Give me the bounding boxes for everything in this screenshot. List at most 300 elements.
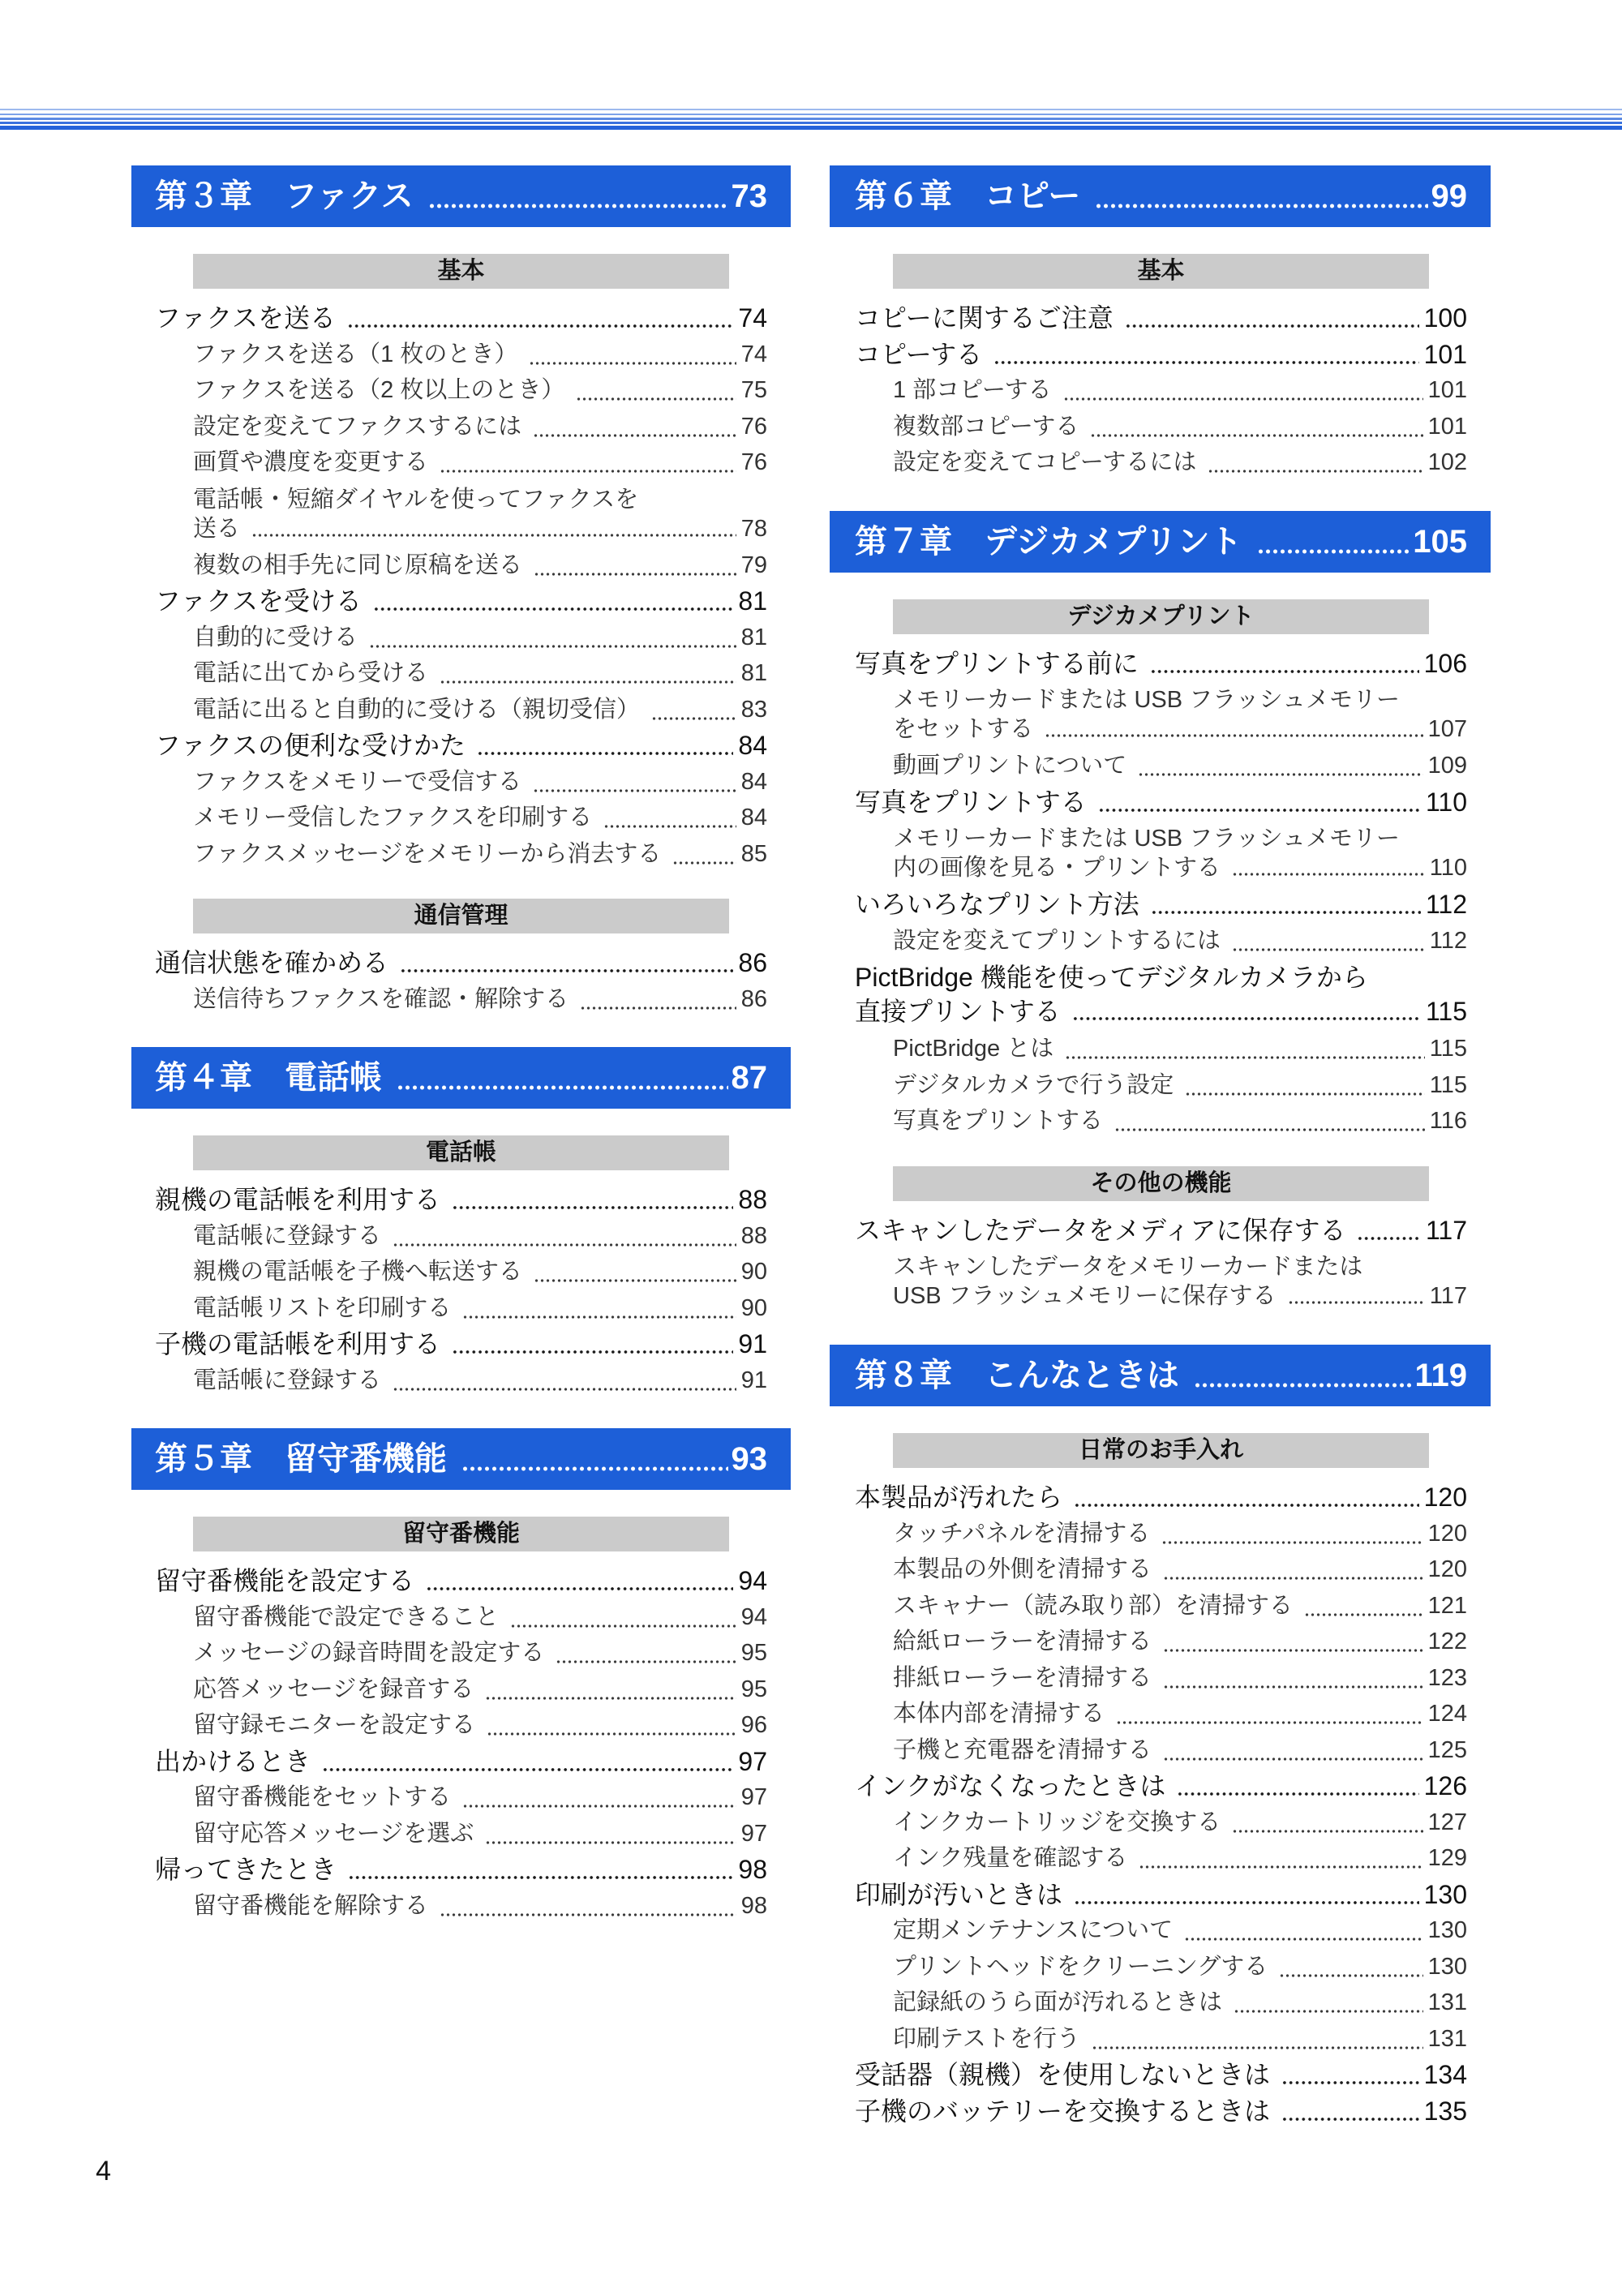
- entry-title: 給紙ローラーを清掃する: [893, 1629, 1152, 1654]
- entry-title: プリントヘッドをクリーニングする: [893, 1953, 1268, 1980]
- toc-entry-minor: [131, 1290, 791, 1327]
- entry-title: スキャンしたデータをメディアに保存する: [855, 1215, 1346, 1245]
- chapter-number: 第４章: [155, 1060, 252, 1096]
- entry-title: インクカートリッジを交換する: [893, 1809, 1221, 1835]
- entry-title: 通信状態を確かめる: [155, 948, 389, 977]
- toc-entry-major: [131, 1182, 791, 1218]
- dot-leader: [428, 165, 728, 227]
- entry-page-number: 131: [1427, 1989, 1467, 2015]
- entry-page-number: 123: [1427, 1664, 1467, 1691]
- entry-page-number: 110: [1425, 787, 1467, 817]
- entry-title: 出かけるとき: [155, 1746, 311, 1776]
- entry-title: 応答メッセージを録音する: [193, 1676, 474, 1702]
- header-rule-line: [0, 122, 1622, 124]
- entry-list: [830, 1212, 1491, 1315]
- toc-entry-minor: [830, 923, 1491, 959]
- chapter-page-number: 73: [731, 178, 767, 214]
- entry-title: 設定を変えてコピーするには: [893, 449, 1197, 475]
- entry-title: 複数部コピーする: [893, 413, 1079, 440]
- chapter-bar: [830, 511, 1491, 573]
- dot-leader: [1257, 511, 1410, 573]
- chapter-bar: [131, 1047, 791, 1109]
- entry-page-number: 125: [1427, 1736, 1467, 1763]
- chapter-title: 留守番機能: [285, 1441, 447, 1477]
- dot-leader: [477, 727, 733, 764]
- chapter-bar: [830, 1345, 1491, 1406]
- chapter-title: 電話帳: [285, 1060, 382, 1096]
- toc-entry-minor: [830, 409, 1491, 445]
- entry-title: 設定を変えてプリントするには: [893, 927, 1221, 954]
- toc-entry-minor: [131, 547, 791, 584]
- toc-entry-minor: [131, 692, 791, 728]
- entry-line: [893, 715, 1467, 744]
- entry-list: [131, 300, 791, 872]
- entry-title-continued: をセットする: [893, 716, 1034, 742]
- dot-leader: [1138, 748, 1422, 784]
- entry-page-number: 98: [740, 1892, 767, 1919]
- entry-page-number: 129: [1427, 1845, 1467, 1871]
- entry-title-continued: 直接プリントする: [855, 996, 1061, 1026]
- dot-leader: [1232, 853, 1425, 882]
- entry-page-number: 96: [740, 1712, 767, 1738]
- chapter-page-number: 93: [731, 1441, 767, 1477]
- dot-leader: [1184, 1912, 1423, 1949]
- toc-entry-minor: [131, 836, 791, 873]
- entry-page-number: 86: [738, 948, 767, 977]
- entry-line: [193, 514, 767, 543]
- dot-leader: [510, 1599, 736, 1636]
- entry-title: 送信待ちファクスを確認・解除する: [193, 985, 569, 1012]
- entry-page-number: 97: [740, 1820, 767, 1847]
- toc-entry-major: [830, 886, 1491, 923]
- toc-entry-major: [830, 1479, 1491, 1516]
- entry-title: 電話帳リストを印刷する: [193, 1294, 452, 1321]
- toc-entry-minor: [131, 372, 791, 409]
- entry-page-number: 74: [740, 341, 767, 367]
- toc-entry-minor: [830, 1912, 1491, 1949]
- entry-page-number: 84: [740, 768, 767, 795]
- entry-line: [855, 961, 1467, 995]
- dot-leader: [397, 1047, 728, 1109]
- dot-leader: [1161, 1516, 1422, 1552]
- entry-list: [830, 300, 1491, 481]
- dot-leader: [1234, 1985, 1423, 2021]
- dot-leader: [580, 981, 736, 1018]
- dot-leader: [1163, 1624, 1423, 1660]
- entry-title: 親機の電話帳を利用する: [155, 1185, 441, 1214]
- toc-entry-minor: [830, 1732, 1491, 1769]
- entry-page-number: 95: [740, 1676, 767, 1702]
- chapter-page-number: 99: [1431, 178, 1467, 214]
- dot-leader: [485, 1672, 736, 1708]
- entry-title: PictBridge 機能を使ってデジタルカメラから: [855, 963, 1368, 992]
- entry-page-number: 84: [740, 805, 767, 830]
- entry-title: 留守応答メッセージを選ぶ: [193, 1820, 474, 1847]
- dot-leader: [1045, 715, 1422, 744]
- dot-leader: [426, 1563, 733, 1599]
- dot-leader: [533, 764, 736, 800]
- entry-title: ファクスを送る（1 枚のとき）: [193, 341, 518, 367]
- dot-leader: [322, 1744, 733, 1780]
- entry-page-number: 130: [1427, 1917, 1467, 1943]
- entry-title: 子機のバッテリーを交換するときは: [855, 2096, 1271, 2126]
- toc-entry-major: [830, 2057, 1491, 2093]
- entry-page-number: 115: [1429, 1071, 1467, 1098]
- toc-entry-minor: [830, 681, 1491, 748]
- entry-page-number: 76: [740, 413, 767, 440]
- toc-entry-major: [830, 1212, 1491, 1249]
- entry-page-number: 120: [1423, 1483, 1467, 1512]
- toc-entry-minor: [830, 444, 1491, 481]
- entry-title: インクがなくなったときは: [855, 1771, 1166, 1800]
- toc-entry-major: [830, 959, 1491, 1031]
- dot-leader: [534, 547, 736, 584]
- entry-list: [131, 1182, 791, 1398]
- dot-leader: [1139, 1840, 1422, 1877]
- entry-page-number: 81: [740, 624, 767, 650]
- entry-line: [893, 824, 1467, 853]
- dot-leader: [1185, 1067, 1425, 1104]
- dot-leader: [251, 514, 736, 543]
- chapter-title: デジカメプリント: [985, 523, 1242, 560]
- dot-leader: [1074, 1877, 1419, 1913]
- entry-page-number: 97: [738, 1746, 767, 1776]
- entry-title: ファクスを送る（2 枚以上のとき）: [193, 377, 565, 403]
- entry-page-number: 117: [1425, 1215, 1467, 1245]
- dot-leader: [1092, 2021, 1423, 2058]
- entry-page-number: 86: [740, 985, 767, 1012]
- entry-page-number: 83: [740, 696, 767, 723]
- dot-leader: [487, 1707, 736, 1744]
- entry-page-number: 115: [1425, 996, 1467, 1026]
- dot-leader: [1150, 646, 1419, 682]
- toc-entry-minor: [830, 1624, 1491, 1660]
- entry-page-number: 116: [1429, 1108, 1467, 1134]
- page-number: 4: [96, 2156, 111, 2187]
- dot-leader: [1151, 886, 1421, 923]
- entry-page-number: 101: [1427, 413, 1467, 440]
- toc-entry-minor: [131, 1254, 791, 1290]
- dot-leader: [461, 1428, 728, 1490]
- dot-leader: [1279, 1949, 1422, 1985]
- toc-entry-minor: [131, 1707, 791, 1744]
- chapter-title: コピー: [985, 178, 1081, 214]
- dot-leader: [1090, 409, 1422, 445]
- entry-page-number: 88: [738, 1185, 767, 1214]
- dot-leader: [1074, 1479, 1419, 1516]
- toc-column-right: [830, 165, 1491, 2129]
- dot-leader: [393, 1363, 736, 1399]
- entry-title: 子機の電話帳を利用する: [155, 1329, 441, 1358]
- dot-leader: [1114, 1103, 1425, 1139]
- dot-leader: [348, 1852, 733, 1888]
- section-heading: デジカメプリント: [893, 599, 1429, 634]
- toc-entry-minor: [830, 820, 1491, 886]
- entry-title: 電話帳に登録する: [193, 1367, 382, 1393]
- entry-page-number: 90: [740, 1294, 767, 1321]
- entry-title: 自動的に受ける: [193, 624, 358, 650]
- toc-entry-minor: [830, 372, 1491, 409]
- chapter-number: 第７章: [855, 523, 952, 560]
- dot-leader: [534, 1254, 736, 1290]
- chapter-page-number: 119: [1414, 1358, 1467, 1393]
- entry-page-number: 91: [738, 1329, 767, 1358]
- dot-leader: [1063, 372, 1423, 409]
- dot-leader: [529, 337, 736, 373]
- entry-title: 留守番機能をセットする: [193, 1784, 452, 1810]
- toc-entry-major: [131, 727, 791, 764]
- entry-title: 動画プリントについて: [893, 753, 1127, 779]
- toc-entry-minor: [131, 620, 791, 656]
- dot-leader: [1095, 165, 1427, 227]
- toc-entry-minor: [131, 337, 791, 373]
- dot-leader: [651, 692, 736, 728]
- entry-title-continued: 内の画像を見る・プリントする: [893, 855, 1221, 881]
- entry-page-number: 102: [1427, 449, 1467, 475]
- toc-entry-minor: [830, 1103, 1491, 1139]
- toc-entry-minor: [131, 1599, 791, 1636]
- entry-page-number: 84: [738, 731, 767, 760]
- entry-title: メモリー受信したファクスを印刷する: [193, 805, 593, 830]
- entry-title: インク残量を確認する: [893, 1845, 1128, 1871]
- dot-leader: [1281, 2093, 1419, 2130]
- toc-entry-minor: [830, 1248, 1491, 1315]
- toc-entry-minor: [830, 1840, 1491, 1877]
- toc-entry-minor: [830, 1985, 1491, 2021]
- entry-page-number: 115: [1429, 1036, 1467, 1062]
- chapter-page-number: 87: [731, 1060, 767, 1096]
- toc-entry-minor: [830, 1949, 1491, 1985]
- entry-page-number: 98: [738, 1855, 767, 1884]
- dot-leader: [440, 655, 736, 692]
- toc-entry-minor: [131, 981, 791, 1018]
- entry-title: スキャナー（読み取り部）を清掃する: [893, 1592, 1294, 1619]
- dot-leader: [1281, 2057, 1419, 2093]
- toc-entry-minor: [131, 1672, 791, 1708]
- entry-title: 電話に出てから受ける: [193, 660, 429, 686]
- dot-leader: [1125, 300, 1419, 337]
- entry-title: メモリーカードまたは USB フラッシュメモリー: [893, 687, 1401, 713]
- dot-leader: [400, 945, 733, 981]
- toc-entry-major: [131, 1326, 791, 1363]
- toc-entry-minor: [830, 1805, 1491, 1841]
- entry-page-number: 112: [1429, 927, 1467, 954]
- toc-entry-major: [131, 1744, 791, 1780]
- entry-title: 留守番機能で設定できること: [193, 1603, 500, 1630]
- header-rule-line: [0, 118, 1622, 120]
- toc-entry-minor: [830, 1067, 1491, 1104]
- entry-page-number: 88: [740, 1222, 767, 1249]
- dot-leader: [556, 1635, 736, 1672]
- toc-entry-major: [830, 1768, 1491, 1805]
- entry-page-number: 94: [740, 1603, 767, 1630]
- toc-entry-minor: [131, 1816, 791, 1852]
- entry-list: [131, 945, 791, 1017]
- toc-entry-minor: [131, 481, 791, 547]
- entry-line: [193, 485, 767, 514]
- dot-leader: [452, 1182, 733, 1218]
- header-rule: [0, 0, 1622, 138]
- entry-page-number: 81: [738, 586, 767, 616]
- toc-entry-minor: [131, 800, 791, 836]
- entry-title: 設定を変えてファクスするには: [193, 413, 522, 440]
- dot-leader: [393, 1218, 736, 1255]
- toc-entry-minor: [830, 1516, 1491, 1552]
- entry-title: 電話に出ると自動的に受ける（親切受信）: [193, 696, 641, 723]
- toc-entry-major: [131, 1852, 791, 1888]
- dot-leader: [440, 1888, 736, 1925]
- entry-page-number: 124: [1427, 1701, 1467, 1727]
- entry-page-number: 94: [738, 1566, 767, 1595]
- dot-leader: [1288, 1281, 1425, 1311]
- dot-leader: [533, 409, 736, 445]
- entry-title: 本製品の外側を清掃する: [893, 1556, 1152, 1582]
- entry-title: 印刷が汚いときは: [855, 1879, 1063, 1909]
- chapter-number: 第６章: [855, 178, 952, 214]
- toc-entry-minor: [131, 655, 791, 692]
- toc-entry-minor: [830, 1031, 1491, 1067]
- entry-title: メモリーカードまたは USB フラッシュメモリー: [893, 826, 1401, 852]
- dot-leader: [1163, 1732, 1423, 1769]
- section-heading: 電話帳: [193, 1135, 729, 1170]
- toc-entry-major: [131, 300, 791, 337]
- dot-leader: [1065, 1031, 1425, 1067]
- toc-entry-minor: [131, 409, 791, 445]
- entry-line: [893, 853, 1467, 882]
- entry-page-number: 120: [1427, 1556, 1467, 1582]
- section-heading: 日常のお手入れ: [893, 1433, 1429, 1468]
- toc-entry-minor: [131, 1779, 791, 1816]
- entry-title: 受話器（親機）を使用しないときは: [855, 2060, 1271, 2089]
- dot-leader: [462, 1779, 736, 1816]
- entry-page-number: 76: [740, 449, 767, 475]
- toc-entry-major: [830, 646, 1491, 682]
- entry-page-number: 75: [740, 377, 767, 403]
- entry-page-number: 81: [740, 660, 767, 686]
- entry-page-number: 130: [1427, 1953, 1467, 1980]
- chapter-title: こんなときは: [985, 1358, 1179, 1393]
- toc-entry-major: [830, 2093, 1491, 2130]
- dot-leader: [1163, 1551, 1423, 1588]
- entry-title: 留守番機能を解除する: [193, 1892, 429, 1919]
- entry-page-number: 91: [740, 1367, 767, 1393]
- chapter-title: ファクス: [285, 178, 414, 214]
- entry-page-number: 131: [1427, 2025, 1467, 2052]
- entry-page-number: 135: [1423, 2096, 1467, 2126]
- entry-title-continued: USB フラッシュメモリーに保存する: [893, 1283, 1277, 1309]
- entry-title: 写真をプリントする前に: [855, 648, 1139, 678]
- entry-title: ファクスを受ける: [155, 586, 363, 616]
- header-rule-line: [0, 126, 1622, 130]
- entry-title: 本製品が汚れたら: [855, 1483, 1063, 1512]
- entry-title: ファクスを送る: [155, 303, 337, 333]
- entry-title: 印刷テストを行う: [893, 2025, 1080, 2052]
- dot-leader: [485, 1816, 736, 1852]
- entry-title: デジタルカメラで行う設定: [893, 1071, 1174, 1098]
- entry-page-number: 97: [740, 1784, 767, 1810]
- toc-entry-minor: [830, 1696, 1491, 1732]
- chapter-number: 第３章: [155, 178, 252, 214]
- toc-entry-minor: [131, 1218, 791, 1255]
- chapter-bar: [131, 1428, 791, 1490]
- entry-title: メッセージの録音時間を設定する: [193, 1640, 545, 1666]
- entry-page-number: 109: [1427, 753, 1467, 779]
- dot-leader: [1304, 1588, 1423, 1624]
- entry-title: 写真をプリントする: [893, 1108, 1103, 1134]
- dot-leader: [603, 800, 736, 836]
- header-rule-line: [0, 109, 1622, 110]
- toc-entry-minor: [830, 748, 1491, 784]
- dot-leader: [1194, 1345, 1411, 1406]
- entry-title: 電話帳・短縮ダイヤルを使ってファクスを: [193, 486, 639, 513]
- toc-entry-minor: [131, 1635, 791, 1672]
- entry-line: [893, 1281, 1467, 1311]
- entry-page-number: 122: [1427, 1629, 1467, 1654]
- entry-page-number: 127: [1427, 1809, 1467, 1835]
- entry-line: [855, 995, 1467, 1029]
- entry-title: 電話帳に登録する: [193, 1222, 382, 1249]
- toc-column-left: [131, 165, 791, 1924]
- entry-title-continued: 送る: [193, 515, 241, 542]
- entry-page-number: 95: [740, 1640, 767, 1666]
- toc-entry-minor: [830, 1551, 1491, 1588]
- entry-page-number: 90: [740, 1259, 767, 1285]
- entry-page-number: 106: [1423, 648, 1467, 678]
- toc-entry-major: [830, 1877, 1491, 1913]
- entry-page-number: 78: [740, 515, 767, 542]
- dot-leader: [1098, 784, 1421, 821]
- entry-title: 定期メンテナンスについて: [893, 1917, 1174, 1943]
- dot-leader: [373, 583, 733, 620]
- toc-entry-minor: [830, 1660, 1491, 1697]
- entry-title: タッチパネルを清掃する: [893, 1520, 1151, 1547]
- entry-title: コピーに関するご注意: [855, 303, 1114, 333]
- dot-leader: [452, 1326, 733, 1363]
- entry-line: [893, 685, 1467, 715]
- dot-leader: [1232, 923, 1425, 959]
- dot-leader: [369, 620, 736, 656]
- entry-title: 1 部コピーする: [893, 377, 1052, 403]
- chapter-page-number: 105: [1413, 523, 1467, 560]
- dot-leader: [1177, 1768, 1418, 1805]
- toc-entry-major: [830, 300, 1491, 337]
- dot-leader: [1163, 1660, 1423, 1697]
- entry-title: 画質や濃度を変更する: [193, 449, 429, 475]
- entry-title: いろいろなプリント方法: [855, 890, 1139, 919]
- header-rule-line: [0, 114, 1622, 115]
- section-heading: 留守番機能: [193, 1517, 729, 1551]
- chapter-number: 第８章: [855, 1358, 952, 1393]
- entry-title: 子機と充電器を清掃する: [893, 1736, 1152, 1763]
- section-heading: その他の機能: [893, 1166, 1429, 1201]
- section-heading: 基本: [193, 254, 729, 289]
- entry-page-number: 134: [1423, 2060, 1467, 2089]
- dot-leader: [440, 444, 736, 481]
- toc-entry-minor: [830, 2021, 1491, 2058]
- entry-page-number: 121: [1427, 1592, 1467, 1619]
- chapter-number: 第５章: [155, 1441, 252, 1477]
- dot-leader: [576, 372, 736, 409]
- dot-leader: [993, 337, 1418, 373]
- section-heading: 基本: [893, 254, 1429, 289]
- toc-entry-minor: [131, 764, 791, 800]
- toc-entry-minor: [131, 1888, 791, 1925]
- dot-leader: [1116, 1696, 1423, 1732]
- entry-title: 本体内部を清掃する: [893, 1701, 1105, 1727]
- dot-leader: [347, 300, 733, 337]
- entry-title: 複数の相手先に同じ原稿を送る: [193, 551, 523, 578]
- toc-entry-minor: [131, 1363, 791, 1399]
